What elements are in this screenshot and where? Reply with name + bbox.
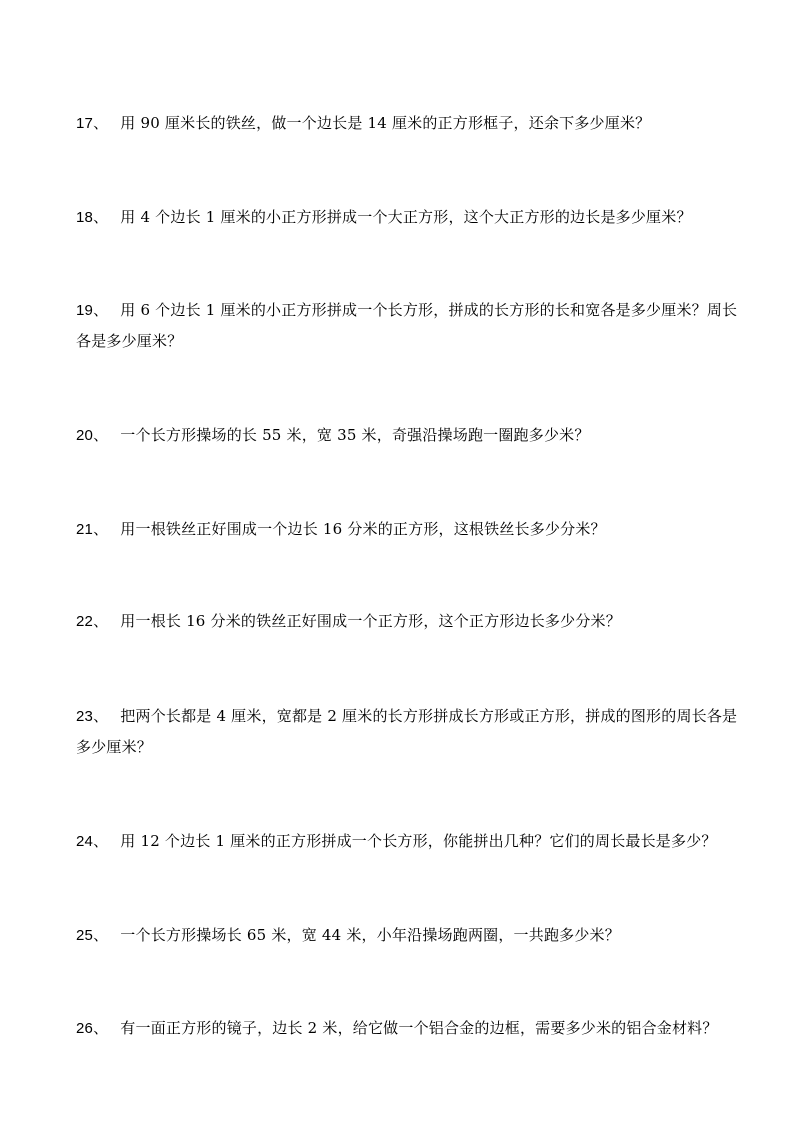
question-22 (76, 606, 742, 637)
question-17 (76, 108, 742, 139)
question-25 (76, 920, 742, 951)
question-text: 用一根铁丝正好围成一个边长 16 分米的正方形，这根铁丝长多少分米？ (120, 520, 606, 538)
question-26 (76, 1013, 742, 1044)
question-number: 17、 (76, 115, 109, 132)
question-number: 18、 (76, 209, 109, 226)
question-23 (76, 701, 742, 762)
question-number: 19、 (76, 302, 109, 319)
question-number: 21、 (76, 521, 109, 538)
question-18 (76, 202, 742, 233)
question-number: 22、 (76, 613, 109, 630)
question-21 (76, 514, 742, 545)
question-20 (76, 420, 742, 451)
question-text: 一个长方形操场的长 55 米，宽 35 米，奇强沿操场跑一圈跑多少米？ (120, 426, 590, 444)
question-text: 用 4 个边长 1 厘米的小正方形拼成一个大正方形，这个大正方形的边长是多少厘米？ (120, 208, 692, 226)
question-text: 用 90 厘米长的铁丝，做一个边长是 14 厘米的正方形框子，还余下多少厘米？ (120, 114, 651, 132)
question-text: 一个长方形操场长 65 米，宽 44 米，小年沿操场跑两圈，一共跑多少米？ (120, 926, 620, 944)
question-text: 把两个长都是 4 厘米，宽都是 2 厘米的长方形拼成长方形或正方形，拼成的图形的周长各是多少厘米？ (76, 707, 738, 756)
question-text: 有一面正方形的镜子，边长 2 米，给它做一个铝合金的边框，需要多少米的铝合金材料？ (120, 1019, 718, 1037)
question-text: 用 6 个边长 1 厘米的小正方形拼成一个长方形，拼成的长方形的长和宽各是多少厘米？周长各是多少厘米？ (76, 301, 738, 350)
question-number: 25、 (76, 927, 109, 944)
question-text: 用一根长 16 分米的铁丝正好围成一个正方形，这个正方形边长多少分米？ (120, 612, 621, 630)
question-number: 24、 (76, 833, 109, 850)
question-24 (76, 826, 742, 857)
question-number: 23、 (76, 708, 109, 725)
question-number: 26、 (76, 1020, 109, 1037)
question-number: 20、 (76, 427, 109, 444)
question-19 (76, 295, 742, 356)
question-text: 用 12 个边长 1 厘米的正方形拼成一个长方形，你能拼出几种？它们的周长最长是多少？ (120, 832, 717, 850)
